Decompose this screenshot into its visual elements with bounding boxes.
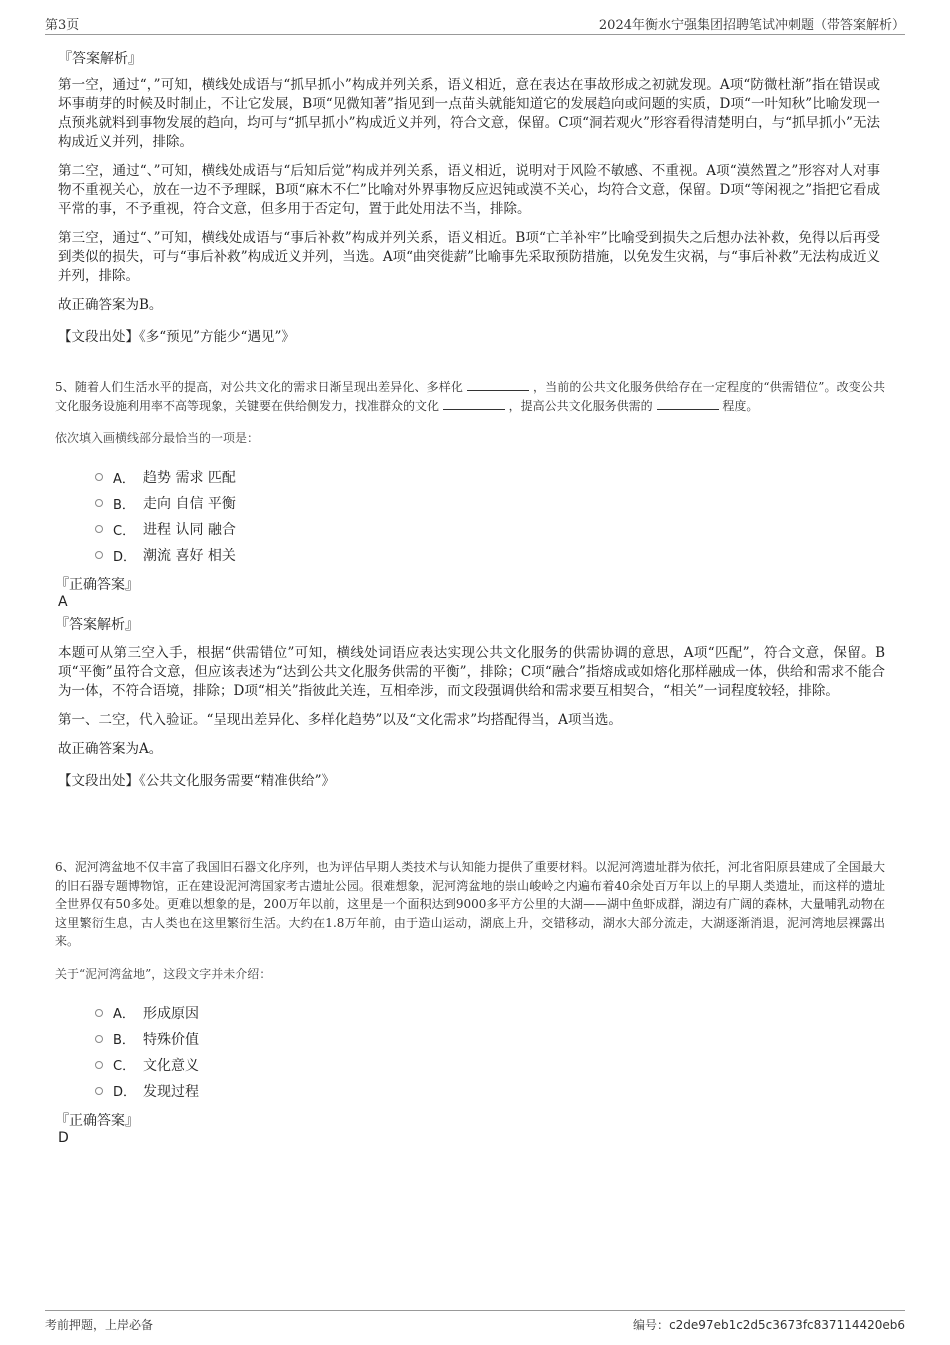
option-a[interactable]: A． 形成原因	[95, 1000, 885, 1026]
question-5	[55, 378, 885, 801]
document-code: 编号：c2de97eb1c2d5c3673fc837114420eb6	[633, 1318, 905, 1332]
footer-slogan: 考前押题，上岸必备	[45, 1318, 154, 1332]
option-b[interactable]: B． 走向 自信 平衡	[95, 490, 885, 516]
analysis-paragraph-2: 第一、二空，代入验证。“呈现出差异化、多样化趋势”以及“文化需求”均搭配得当，A项当选。	[58, 712, 622, 728]
correct-answer: A	[58, 594, 68, 610]
option-c[interactable]: C． 文化意义	[95, 1052, 885, 1078]
source-citation: 【文段出处】《多“预见”方能少“遇见”》	[58, 329, 295, 345]
q5-blank-2	[443, 397, 505, 410]
option-b[interactable]: B． 特殊价值	[95, 1026, 885, 1052]
analysis-conclusion: 故正确答案为A。	[58, 741, 163, 757]
analysis-conclusion: 故正确答案为B。	[58, 297, 163, 313]
option-d[interactable]: D． 发现过程	[95, 1078, 885, 1104]
radio-icon[interactable]	[95, 551, 103, 559]
document-title: 2024年衡水宁强集团招聘笔试冲刺题（带答案解析）	[598, 18, 905, 33]
option-d[interactable]: D． 潮流 喜好 相关	[95, 542, 885, 568]
source-citation: 【文段出处】《公共文化服务需要“精准供给”》	[58, 773, 336, 789]
question-5-options	[95, 464, 885, 568]
q5-text-b: ，当前的公共文化服务供给存在一定程度的“供需错位”。改变公共文化服务设施利用率不高等现象，关键要在供给侧发力，找准群众的文化	[55, 380, 885, 413]
answer-label: 『正确答案』	[55, 1112, 139, 1129]
q5-text-d: 程度。	[722, 398, 759, 413]
answer-label: 『正确答案』	[55, 577, 139, 593]
correct-answer: D	[58, 1129, 69, 1146]
q5-text-a: 5、随着人们生活水平的提高，对公共文化的需求日渐呈现出差异化、多样化	[55, 380, 464, 394]
radio-icon[interactable]	[95, 499, 103, 507]
question-6-prompt: 关于“泥河湾盆地”，这段文字并未介绍：	[55, 966, 272, 981]
analysis-paragraph-1: 第一空，通过“，”可知，横线处成语与“抓早抓小”构成并列关系，语义相近，意在表达在事故形成之初就发现。A项“防微杜渐”指在错误或坏事萌芽的时候及时制止，不让它发展，B项“见微知著”指见到一点苗头就能知道它的发展趋向或问题的实质，D项“一叶知秋”比喻发现一点预兆就料到事物发展的趋向，均可与“抓早抓小”构成近义并列，符合文意，保留。C项“洞若观火”形容看得清楚明白，与“抓早抓小”无法构成近义并列，排除。	[58, 77, 880, 150]
radio-icon[interactable]	[95, 1061, 103, 1069]
question-6-text: 6、泥河湾盆地不仅丰富了我国旧石器文化序列，也为评估早期人类技术与认知能力提供了重要材料。以泥河湾遗址群为依托，河北省阳原县建成了全国最大的旧石器专题博物馆，正在建设泥河湾国家考古遗址公园。很难想象，泥河湾盆地的崇山峻岭之内遍布着40余处百万年以上的早期人类遗址，而这样的遗址全世界仅有50多处。更难以想象的是，200万年以前，这里是一个面积达到9000多平方公里的大湖——湖中鱼虾成群，湖边有广阔的森林，大量哺乳动物在这里繁衍生息，古人类也在这里繁衍生活。大约在1.8万年前，由于造山运动，湖底上升，交错移动，湖水大部分流走，大湖逐渐消退，泥河湾地层裸露出来。	[55, 860, 885, 948]
analysis-paragraph-1: 本题可从第三空入手，根据“供需错位”可知，横线处词语应表达实现公共文化服务的供需协调的意思，A项“匹配”，符合文意，保留。B项“平衡”虽符合文意，但应该表述为“达到公共文化服务供需的平衡”，排除；C项“融合”指熔成或如熔化那样融成一体，供给和需求不能合为一体，不符合语境，排除；D项“相关”指彼此关连，互相牵涉，而文段强调供给和需求要互相契合，“相关”一词程度较轻，排除。	[58, 645, 885, 699]
question-6-options	[95, 1000, 885, 1104]
q5-text-c: ，提高公共文化服务供需的	[508, 398, 653, 413]
question-5-prompt: 依次填入画横线部分最恰当的一项是：	[55, 431, 260, 445]
analysis-label: 『答案解析』	[58, 51, 142, 67]
page-header	[45, 12, 905, 35]
page-footer	[45, 1310, 905, 1335]
question-5-text	[55, 378, 885, 415]
radio-icon[interactable]	[95, 525, 103, 533]
q5-blank-1	[467, 378, 529, 391]
q4-analysis-section	[58, 44, 880, 357]
question-6	[55, 858, 885, 1146]
radio-icon[interactable]	[95, 1087, 103, 1095]
radio-icon[interactable]	[95, 473, 103, 481]
option-a[interactable]: A． 趋势 需求 匹配	[95, 464, 885, 490]
analysis-label: 『答案解析』	[55, 617, 139, 633]
analysis-paragraph-3: 第三空，通过“、”可知，横线处成语与“事后补救”构成并列关系，语义相近。B项“亡羊补牢”比喻受到损失之后想办法补救，免得以后再受到类似的损失，可与“事后补救”构成近义并列，当选。A项“曲突徙薪”比喻事先采取预防措施，以免发生灾祸，与“事后补救”无法构成近义并列，排除。	[58, 230, 880, 284]
q5-blank-3	[657, 397, 719, 410]
option-c[interactable]: C． 进程 认同 融合	[95, 516, 885, 542]
analysis-paragraph-2: 第二空，通过“、”可知，横线处成语与“后知后觉”构成并列关系，语义相近，说明对于风险不敏感、不重视。A项“漠然置之”形容对人对事物不重视关心，放在一边不予理睬，B项“麻木不仁”比喻对外界事物反应迟钝或漠不关心，均符合文意，保留。D项“等闲视之”指把它看成平常的事，不予重视，符合文意，但多用于否定句，置于此处用法不当，排除。	[58, 163, 880, 217]
radio-icon[interactable]	[95, 1009, 103, 1017]
page-number: 第3页	[45, 18, 80, 33]
radio-icon[interactable]	[95, 1035, 103, 1043]
